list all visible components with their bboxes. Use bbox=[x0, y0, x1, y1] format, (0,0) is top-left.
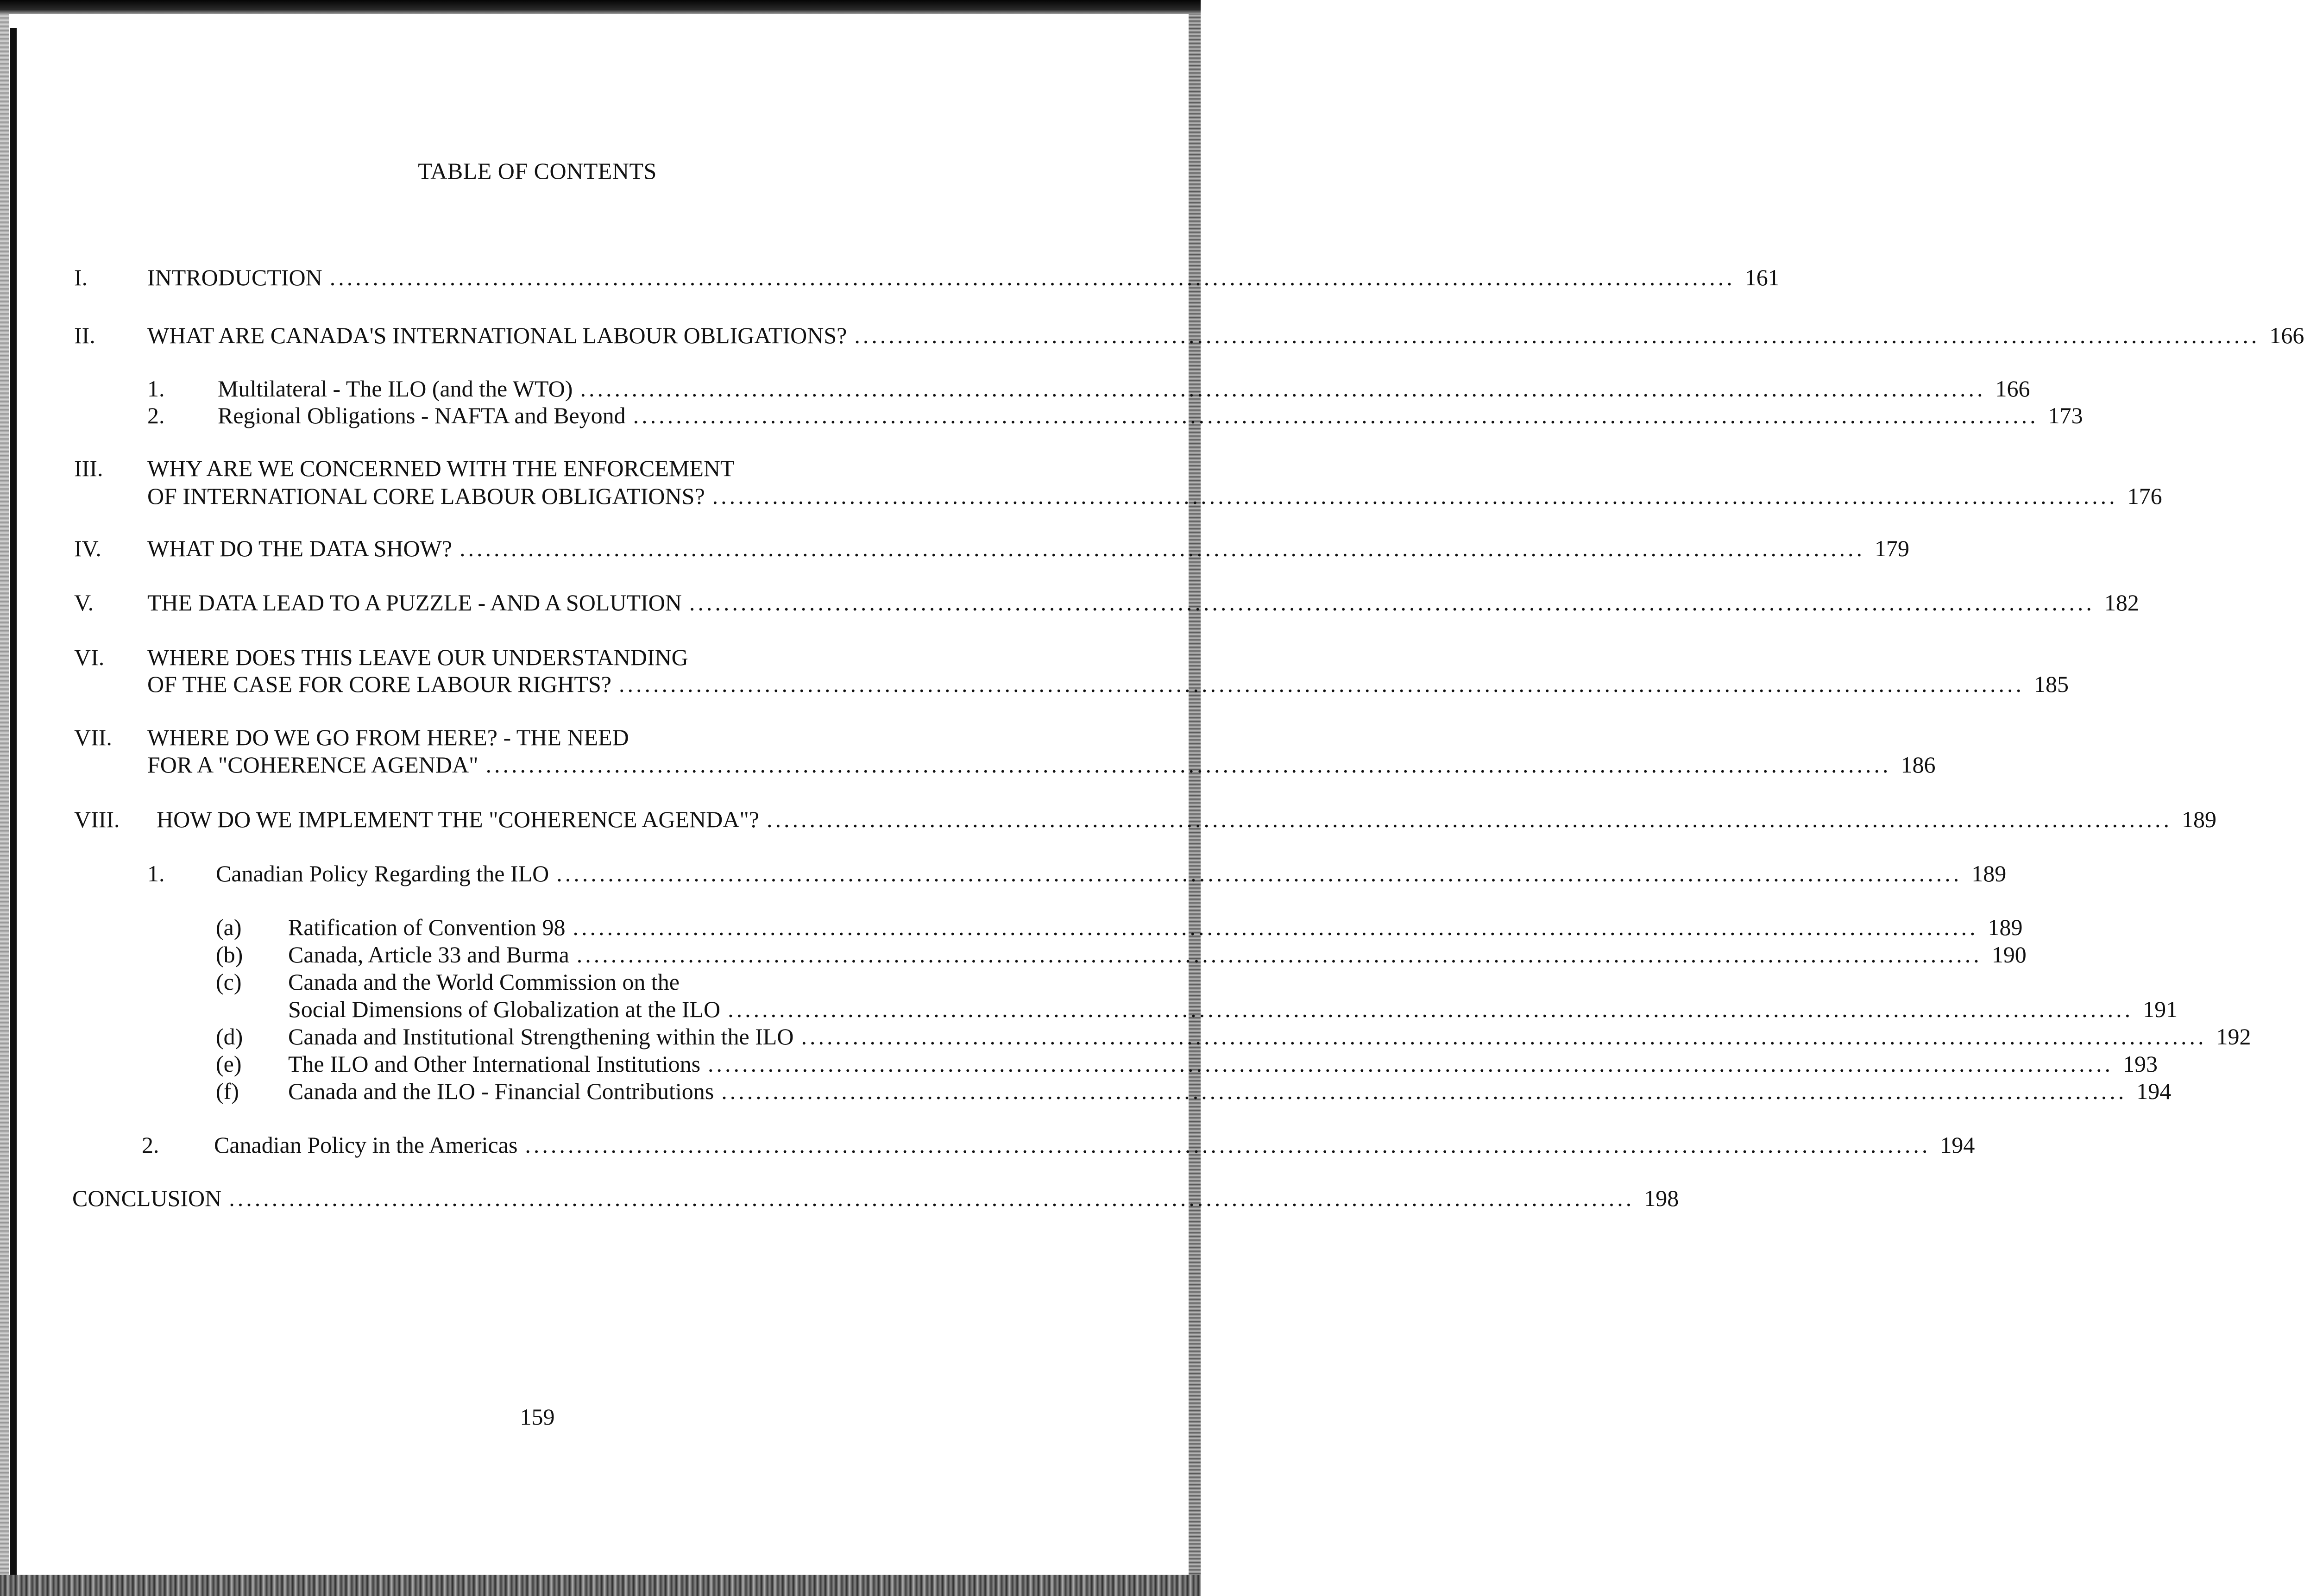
scan-border-bottom bbox=[0, 1575, 1201, 1596]
toc-label-line1: WHERE DOES THIS LEAVE OUR UNDERSTANDING bbox=[147, 644, 688, 670]
toc-entry bbox=[218, 375, 2030, 402]
toc-number: 2. bbox=[142, 1132, 159, 1158]
toc-page-number: 166 bbox=[2269, 322, 2304, 348]
toc-entry bbox=[216, 860, 2007, 887]
scan-border-right bbox=[1189, 14, 1201, 1575]
toc-page-number: 190 bbox=[1991, 942, 2027, 968]
toc-label: OF INTERNATIONAL CORE LABOUR OBLIGATIONS? bbox=[147, 483, 705, 509]
dot-leader: .................................................................................................................................................................... bbox=[633, 402, 2039, 428]
toc-label: WHAT ARE CANADA'S INTERNATIONAL LABOUR OBLIGATIONS? bbox=[147, 322, 847, 348]
toc-number: (b) bbox=[216, 942, 243, 968]
dot-leader: .................................................................................................................................................................... bbox=[580, 376, 1986, 402]
toc-label: Canada and Institutional Strengthening within the ILO bbox=[288, 1024, 794, 1049]
toc-page-number: 176 bbox=[2127, 483, 2162, 509]
toc-entry bbox=[288, 1023, 2251, 1050]
toc-label: CONCLUSION bbox=[72, 1185, 222, 1211]
toc-page-number: 166 bbox=[1995, 376, 2030, 402]
toc-label-line1: Canada and the World Commission on the bbox=[288, 969, 680, 995]
toc-entry bbox=[288, 1078, 2172, 1105]
toc-number: (d) bbox=[216, 1024, 243, 1049]
dot-leader: .................................................................................................................................................................... bbox=[329, 264, 1735, 290]
toc-page-number: 173 bbox=[2048, 402, 2083, 428]
toc-page-number: 194 bbox=[2136, 1078, 2172, 1104]
toc-page-number: 192 bbox=[2216, 1024, 2251, 1049]
toc-label: Ratification of Convention 98 bbox=[288, 914, 566, 940]
toc-number: I. bbox=[74, 264, 88, 290]
dot-leader: .................................................................................................................................................................... bbox=[766, 806, 2172, 832]
toc-number: IV. bbox=[74, 535, 101, 561]
toc-entry bbox=[147, 483, 2162, 509]
toc-label: INTRODUCTION bbox=[147, 264, 322, 290]
dot-leader: .................................................................................................................................................................... bbox=[556, 861, 1962, 886]
toc-entry bbox=[288, 1050, 2158, 1077]
toc-label: WHAT DO THE DATA SHOW? bbox=[147, 535, 452, 561]
toc-entry bbox=[288, 914, 2023, 941]
toc-label: Regional Obligations - NAFTA and Beyond bbox=[218, 402, 626, 428]
dot-leader: .................................................................................................................................................................... bbox=[525, 1132, 1931, 1158]
toc-label: Canada, Article 33 and Burma bbox=[288, 942, 569, 968]
toc-number: 1. bbox=[147, 376, 165, 402]
toc-entry bbox=[147, 671, 2069, 697]
toc-entry bbox=[147, 322, 2304, 349]
toc-number: (c) bbox=[216, 969, 242, 995]
toc-label: Social Dimensions of Globalization at the ILO bbox=[288, 996, 721, 1022]
scan-binding-edge bbox=[10, 28, 17, 1575]
toc-page-number: 198 bbox=[1644, 1185, 1679, 1211]
dot-leader: .................................................................................................................................................................... bbox=[708, 1051, 2114, 1077]
dot-leader: .................................................................................................................................................................... bbox=[459, 535, 1865, 561]
page-title: TABLE OF CONTENTS bbox=[418, 158, 657, 184]
toc-page-number: 193 bbox=[2123, 1051, 2158, 1077]
scan-border-left bbox=[0, 14, 9, 1575]
page-number-footer: 159 bbox=[520, 1404, 555, 1430]
toc-label: OF THE CASE FOR CORE LABOUR RIGHTS? bbox=[147, 671, 611, 697]
toc-page-number: 182 bbox=[2104, 590, 2139, 616]
toc-entry bbox=[147, 535, 1909, 562]
toc-label: THE DATA LEAD TO A PUZZLE - AND A SOLUTION bbox=[147, 590, 682, 616]
toc-entry bbox=[157, 806, 2216, 833]
dot-leader: .................................................................................................................................................................... bbox=[229, 1185, 1635, 1211]
toc-number: (a) bbox=[216, 914, 242, 940]
toc-number: (e) bbox=[216, 1051, 242, 1077]
dot-leader: .................................................................................................................................................................... bbox=[689, 590, 2095, 616]
toc-entry bbox=[214, 1131, 1975, 1158]
dot-leader: .................................................................................................................................................................... bbox=[721, 1078, 2127, 1104]
toc-page-number: 189 bbox=[1971, 861, 2007, 886]
toc-entry bbox=[147, 264, 1780, 291]
toc-number: 2. bbox=[147, 402, 165, 428]
toc-page-number: 186 bbox=[1901, 752, 1936, 778]
toc-page-number: 194 bbox=[1940, 1132, 1975, 1158]
toc-page-number: 189 bbox=[1988, 914, 2023, 940]
dot-leader: .................................................................................................................................................................... bbox=[728, 996, 2134, 1022]
toc-label-line1: WHY ARE WE CONCERNED WITH THE ENFORCEMENT bbox=[147, 455, 735, 481]
toc-entry bbox=[288, 941, 2027, 968]
toc-number: VI. bbox=[74, 644, 105, 670]
toc-label: HOW DO WE IMPLEMENT THE "COHERENCE AGENDA"? bbox=[157, 806, 759, 832]
toc-label: Multilateral - The ILO (and the WTO) bbox=[218, 376, 573, 402]
toc-number: III. bbox=[74, 455, 103, 481]
toc-number: VII. bbox=[74, 724, 112, 750]
toc-number: V. bbox=[74, 590, 94, 616]
dot-leader: .................................................................................................................................................................... bbox=[618, 671, 2024, 697]
toc-entry bbox=[72, 1185, 1679, 1212]
dot-leader: .................................................................................................................................................................... bbox=[485, 752, 1891, 778]
dot-leader: .................................................................................................................................................................... bbox=[712, 483, 2118, 509]
scan-border-top bbox=[0, 0, 1201, 14]
toc-label: Canadian Policy Regarding the ILO bbox=[216, 861, 549, 886]
toc-label: Canada and the ILO - Financial Contributions bbox=[288, 1078, 714, 1104]
dot-leader: .................................................................................................................................................................... bbox=[576, 942, 1982, 968]
toc-page-number: 189 bbox=[2181, 806, 2216, 832]
toc-label: The ILO and Other International Institutions bbox=[288, 1051, 701, 1077]
toc-entry bbox=[288, 996, 2178, 1023]
toc-page-number: 185 bbox=[2033, 671, 2069, 697]
dot-leader: .................................................................................................................................................................... bbox=[854, 322, 2260, 348]
toc-label: Canadian Policy in the Americas bbox=[214, 1132, 518, 1158]
toc-number: 1. bbox=[147, 861, 165, 886]
dot-leader: .................................................................................................................................................................... bbox=[573, 914, 1978, 940]
toc-page-number: 179 bbox=[1874, 535, 1909, 561]
toc-number: VIII. bbox=[74, 806, 120, 832]
toc-page-number: 161 bbox=[1744, 264, 1780, 290]
toc-entry bbox=[147, 751, 1936, 778]
toc-entry bbox=[218, 402, 2083, 429]
toc-number: (f) bbox=[216, 1078, 239, 1104]
toc-label: FOR A "COHERENCE AGENDA" bbox=[147, 752, 478, 778]
toc-label-line1: WHERE DO WE GO FROM HERE? - THE NEED bbox=[147, 724, 629, 750]
toc-entry bbox=[147, 589, 2139, 616]
dot-leader: .................................................................................................................................................................... bbox=[801, 1024, 2207, 1049]
toc-page-number: 191 bbox=[2143, 996, 2178, 1022]
toc-number: II. bbox=[74, 322, 95, 348]
